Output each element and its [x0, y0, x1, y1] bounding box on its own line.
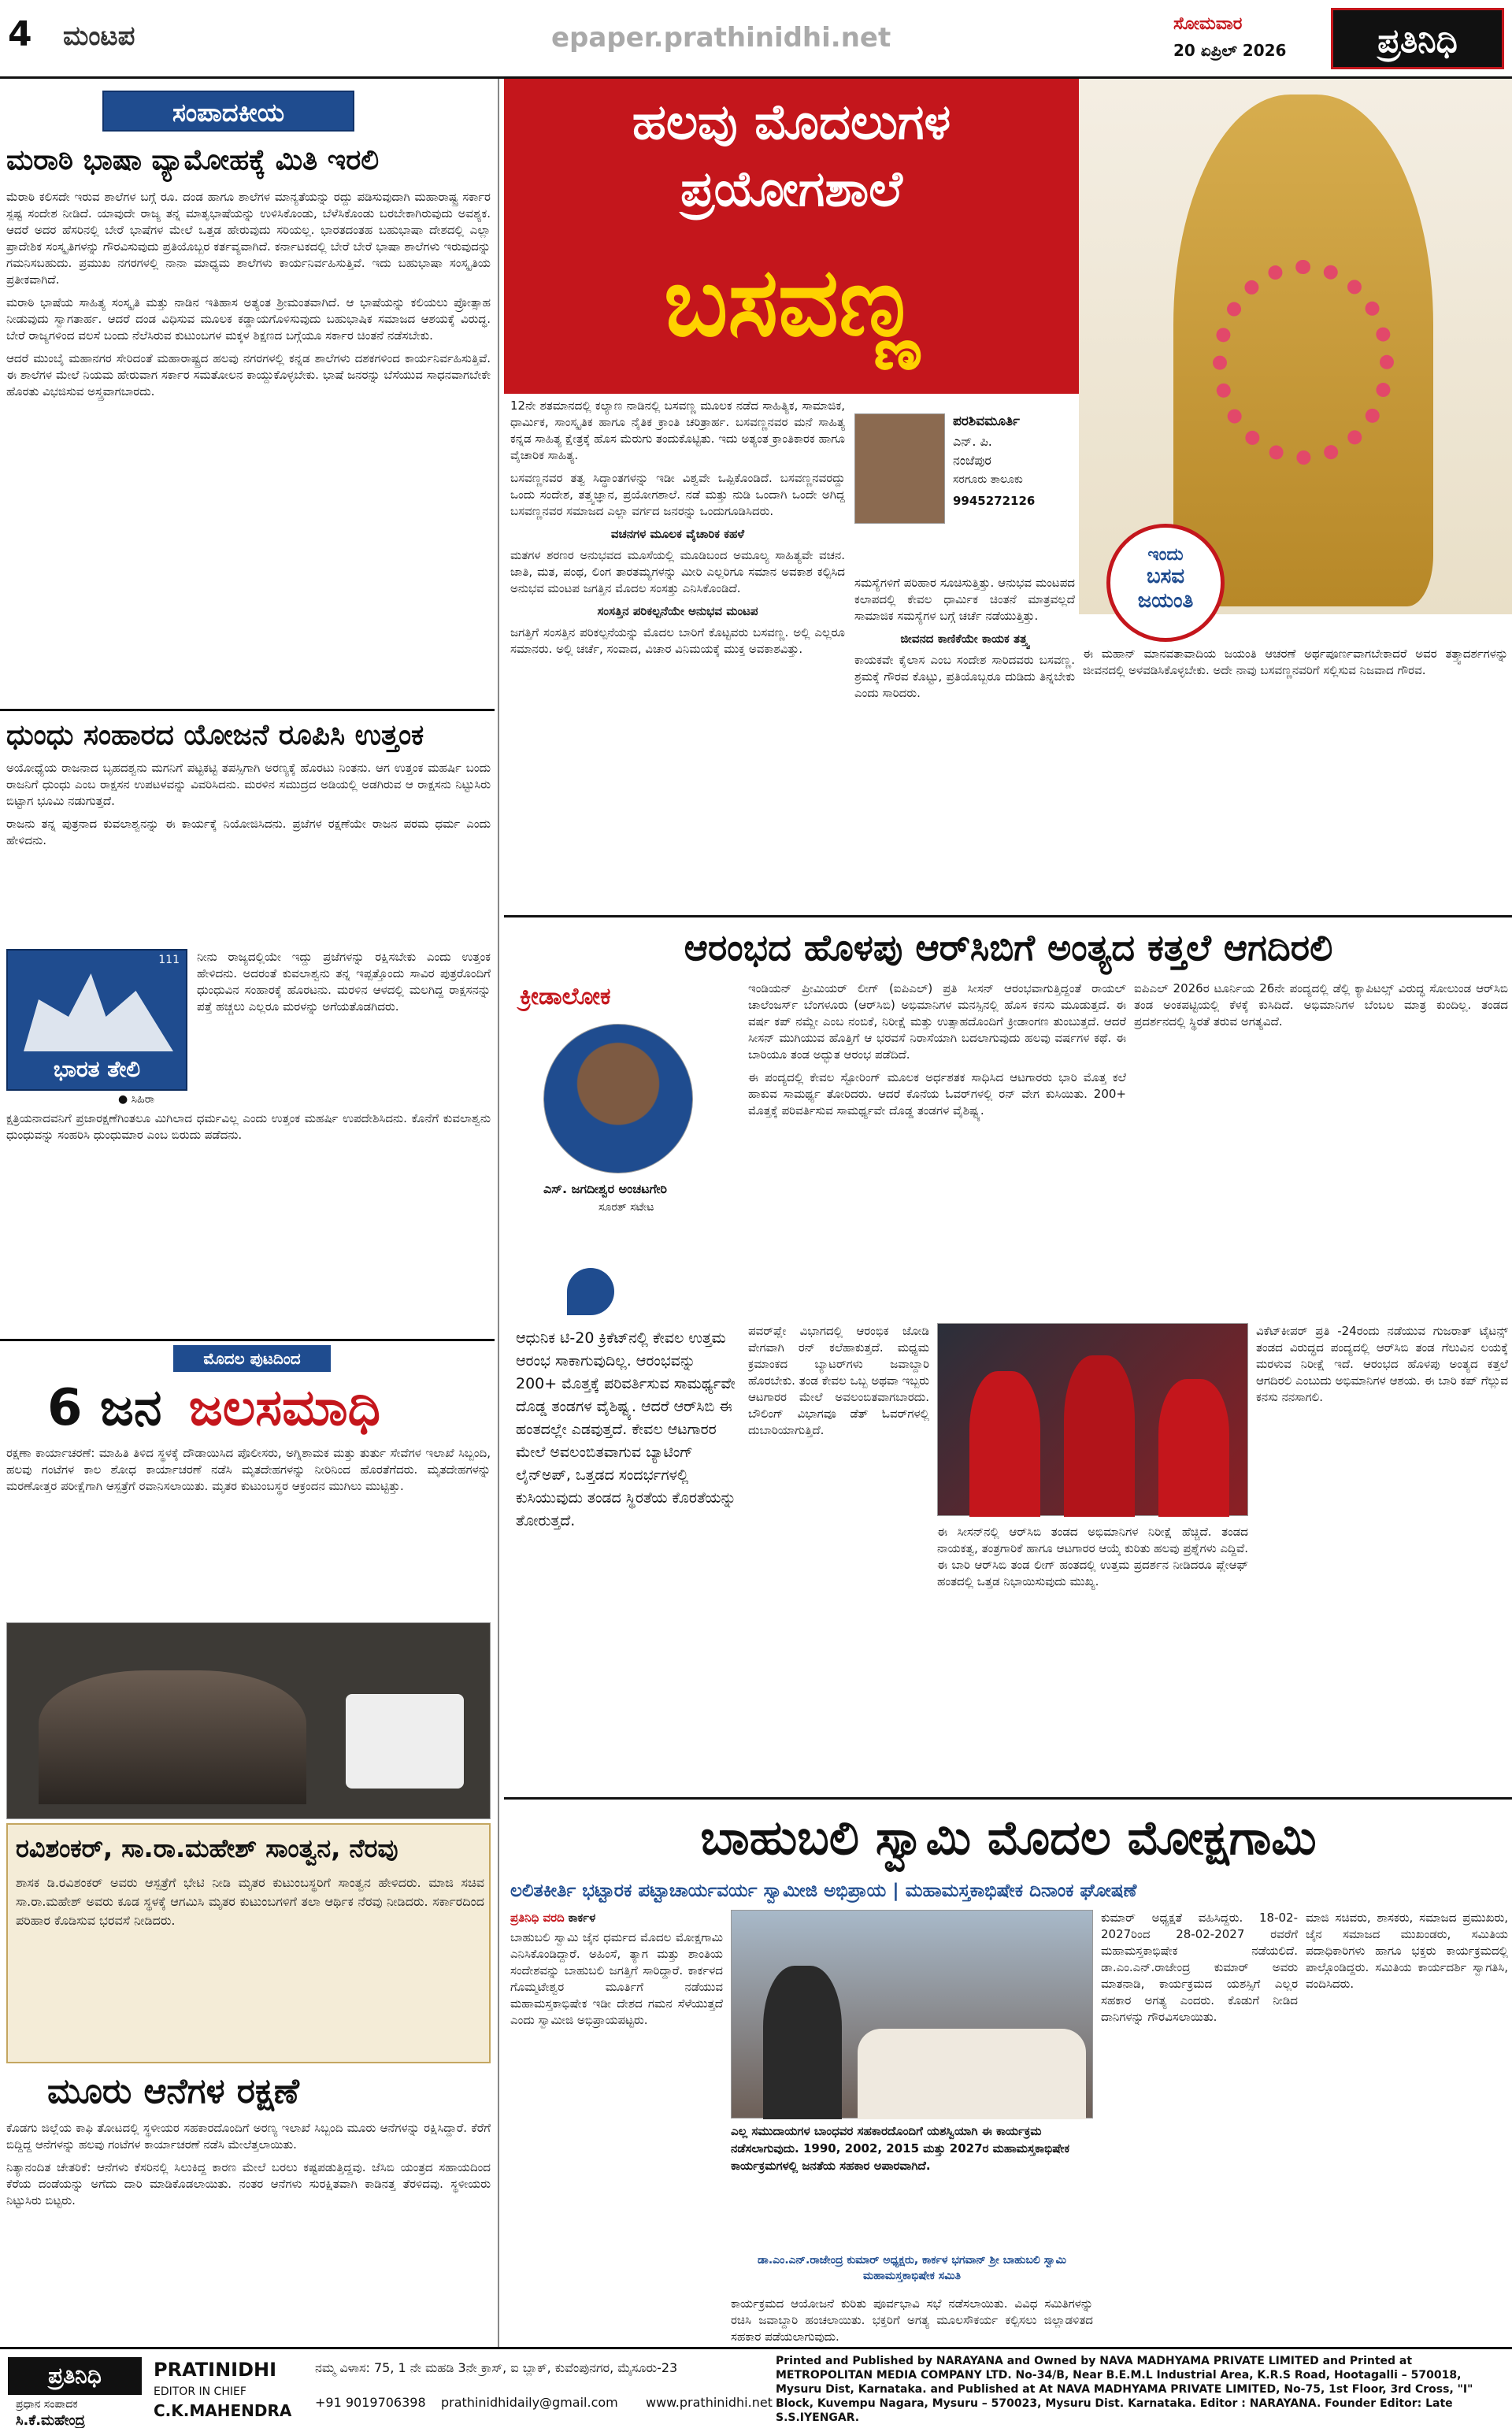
- ambulance-icon: [346, 1694, 464, 1789]
- caption-title: ರವಿಶಂಕರ್, ಸಾ.ರಾ.ಮಹೇಶ್ ಸಾಂತ್ವನ, ನೆರವು: [16, 1833, 398, 1863]
- subhead-right: ಮಹಾಮಸ್ತಕಾಭಿಷೇಕ ದಿನಾಂಕ ಘೋಷಣೆ: [905, 1881, 1137, 1901]
- feature-paragraph: 12ನೇ ಶತಮಾನದಲ್ಲಿ ಕಲ್ಯಾಣ ನಾಡಿನಲ್ಲಿ ಬಸವಣ್ಣ ಮೂಲಕ ನಡೆದ ಸಾಹಿತ್ಯಿಕ, ಸಾಮಾಜಿಕ, ಧಾರ್ಮಿಕ, ಸಾಂಸ್ಕೃತಿಕ ಹಾಗೂ ನೈತಿಕ ಕ್ರಾಂತಿ ಚರಿತ್ರಾರ್ಹ. ಬಸವಣ್ಣನವರ ಮನೆ ಸಾಹಿತ್ಯ ಕನ್ನಡ ಸಾಹಿತ್ಯ ಕ್ಷೇತ್ರಕ್ಕೆ ಹೊಸ ಮೆರುಗು ತಂದುಕೊಟ್ಟಿತು. ಇದು ಅತ್ಯಂತ ಕ್ರಾಂತಿಕಾರಕ ಹಾಗೂ ವೈಚಾರಿಕ ಸಾಹಿತ್ಯ.: [510, 398, 845, 462]
- bahubali-caption-2: ಡಾ.ಎಂ.ಎನ್.ರಾಜೇಂದ್ರ ಕುಮಾರ್ ಅಧ್ಯಕ್ಷರು, ಕಾರ್ಕಳ ಭಗವಾನ್ ಶ್ರೀ ಬಾಹುಬಲಿ ಸ್ವಾಮಿ ಮಹಾಮಸ್ತಕಾಭಿಷೇಕ ಸಮಿತಿ: [758, 2254, 1066, 2282]
- rcb-column-4: [1134, 980, 1508, 1315]
- footer-role-en: EDITOR IN CHIEF: [154, 2385, 246, 2398]
- page-header: [0, 0, 1512, 79]
- rcb-paragraph: ಈ ಸೀಸನ್‌ನಲ್ಲಿ ಆರ್‌ಸಿಬಿ ತಂಡದ ಅಭಿಮಾನಿಗಳ ನಿರೀಕ್ಷೆ ಹೆಚ್ಚಿದೆ. ತಂಡದ ನಾಯಕತ್ವ, ತಂತ್ರಗಾರಿಕೆ ಹಾಗೂ ಆಟಗಾರರ ಆಯ್ಕೆ ಕುರಿತು ಹಲವು ಪ್ರಶ್ನೆಗಳು ಎದ್ದಿವೆ. ಈ ಬಾರಿ ಆರ್‌ಸಿಬಿ ತಂಡ ಲೀಗ್ ಹಂತದಲ್ಲಿ ಉತ್ತಮ ಪ್ರದರ್ಶನ ನೀಡಿದರೂ ಪ್ಲೇಆಫ್ ಹಂತದಲ್ಲಿ ಒತ್ತಡ ನಿಭಾಯಿಸುವುದು ಮುಖ್ಯ.: [937, 1525, 1248, 1588]
- feature-paragraph: ಬಸವಣ್ಣನವರ ತತ್ವ ಸಿದ್ಧಾಂತಗಳನ್ನು ಇಡೀ ವಿಶ್ವವೇ ಒಪ್ಪಿಕೊಂಡಿದೆ. ಬಸವಣ್ಣನವರದ್ದು ಒಂದು ಸಂದೇಶ, ತತ್ತ್ವಜ್ಞಾನ, ಪ್ರಯೋಗಶಾಲೆ. ನಡೆ ಮತ್ತು ನುಡಿ ಒಂದಾಗಿ ಒಂದೇ ಅಗಿದ್ದ ಬಸವಣ್ಣನವರ ಸಮಾಜದ ಎಲ್ಲಾ ವರ್ಗದ ಜನರನ್ನು ಒಂದುಗೂಡಿಸಿದರು.: [510, 471, 845, 518]
- feature-paragraph: ಮತಗಳ ಶರಣರ ಅನುಭವದ ಮೂಸೆಯಲ್ಲಿ ಮೂಡಿಬಂದ ಅಮೂಲ್ಯ ಸಾಹಿತ್ಯವೇ ವಚನ. ಜಾತಿ, ಮತ, ಪಂಥ, ಲಿಂಗ ತಾರತಮ್ಯಗಳನ್ನು ಮೀರಿ ಎಲ್ಲರಿಗೂ ಸಮಾನ ಅವಕಾಶ ಕಲ್ಪಿಸಿದ ಅನುಭವ ಮಂಟಪ ಜಗತ್ತಿನ ಮೊದಲ ಸಂಸತ್ತು ಎನಿಸಿಕೊಂಡಿದೆ.: [510, 548, 845, 595]
- site-url[interactable]: epaper.prathinidhi.net: [551, 22, 891, 54]
- audience-row: [858, 2029, 1086, 2119]
- rcb-column-1: [748, 980, 1126, 1311]
- jayanti-badge: [1106, 524, 1225, 642]
- page-number: 4: [8, 14, 32, 54]
- caption-body: ಶಾಸಕ ಡಿ.ರವಿಶಂಕರ್ ಅವರು ಆಸ್ಪತ್ರೆಗೆ ಭೇಟಿ ನೀಡಿ ಮೃತರ ಕುಟುಂಬಸ್ಥರಿಗೆ ಸಾಂತ್ವನ ಹೇಳಿದರು. ಮಾಜಿ ಸಚಿವ ಸಾ.ರಾ.ಮಹೇಶ್ ಅವರು ಕೂಡ ಸ್ಥಳಕ್ಕೆ ಆಗಮಿಸಿ ಮೃತರ ಕುಟುಂಬಗಳಿಗೆ ತಲಾ ಆರ್ಥಿಕ ನೆರವು ನೀಡಿದರು. ಸರ್ಕಾರದಿಂದ ಪರಿಹಾರ ಕೊಡಿಸುವ ಭರವಸೆ ನೀಡಿದರು.: [16, 1875, 484, 1928]
- rcb-author-place: ಸೂರತ್ ಸಟೇಟ: [598, 1201, 654, 1214]
- issue-day: ಸೋಮವಾರ: [1173, 14, 1243, 34]
- dhundhu-intro: [6, 760, 491, 941]
- speaker-figure: [763, 1966, 842, 2119]
- quote-icon: [567, 1268, 614, 1315]
- rescue-photo: [6, 1622, 491, 1819]
- rcb-paragraph: ಪವರ್‌ಪ್ಲೇ ವಿಭಾಗದಲ್ಲಿ ಆರಂಭಿಕ ಜೋಡಿ ವೇಗವಾಗಿ ರನ್ ಕಲೆಹಾಕುತ್ತದೆ. ಮಧ್ಯಮ ಕ್ರಮಾಂಕದ ಬ್ಯಾಟರ್‌ಗಳು ಜವಾಬ್ದಾರಿ ಹೊರಬೇಕು. ತಂಡ ಕೇವಲ ಒಬ್ಬ ಅಥವಾ ಇಬ್ಬರು ಆಟಗಾರರ ಮೇಲೆ ಅವಲಂಬಿತವಾಗಬಾರದು. ಬೌಲಿಂಗ್ ವಿಭಾಗವೂ ಡೆತ್ ಓವರ್‌ಗಳಲ್ಲಿ ದುಬಾರಿಯಾಗುತ್ತಿದೆ.: [748, 1324, 929, 1437]
- footer-brand-en: PRATINIDHI: [154, 2359, 277, 2381]
- feature-paragraph: ಈ ಮಹಾನ್ ಮಾನವತಾವಾದಿಯ ಜಯಂತಿ ಆಚರಣೆ ಅರ್ಥಪೂರ್ಣವಾಗಬೇಕಾದರೆ ಅವರ ತತ್ತ್ವಾದರ್ಶಗಳನ್ನು ಜೀವನದಲ್ಲಿ ಅಳವಡಿಸಿಕೊಳ್ಳಬೇಕು. ಅದೇ ನಾವು ಬಸವಣ್ಣನವರಿಗೆ ಸಲ್ಲಿಸುವ ನಿಜವಾದ ಗೌರವ.: [1083, 647, 1508, 677]
- caption-box: [6, 1823, 491, 2063]
- author-initials: ಎನ್. ಪಿ.: [953, 434, 992, 449]
- bahubali-column-2: [731, 2296, 1093, 2343]
- footer-phone[interactable]: +91 9019706398: [315, 2395, 426, 2410]
- bahubali-paragraph: ಮಾಜಿ ಸಚಿವರು, ಶಾಸಕರು, ಸಮಾಜದ ಪ್ರಮುಖರು, ಜೈನ ಸಮಾಜದ ಮುಖಂಡರು, ಸಮಿತಿಯ ಪದಾಧಿಕಾರಿಗಳು ಹಾಗೂ ಭಕ್ತರು ಕಾರ್ಯಕ್ರಮದಲ್ಲಿ ಪಾಲ್ಗೊಂಡಿದ್ದರು. ಸಮಿತಿಯ ಕಾರ್ಯದರ್ಶಿ ಸ್ವಾಗತಿಸಿ, ವಂದಿಸಿದರು.: [1306, 1911, 1508, 1991]
- bharata-teli-logo: [6, 949, 187, 1091]
- author-photo: [854, 413, 945, 524]
- jalasamadhi-paragraph: ರಕ್ಷಣಾ ಕಾರ್ಯಾಚರಣೆ: ಮಾಹಿತಿ ತಿಳಿದ ಸ್ಥಳಕ್ಕೆ ದೌಡಾಯಿಸಿದ ಪೊಲೀಸರು, ಅಗ್ನಿಶಾಮಕ ಮತ್ತು ತುರ್ತು ಸೇವೆಗಳ ಇಲಾಖೆ ಸಿಬ್ಬಂದಿ, ಹಲವು ಗಂಟೆಗಳ ಕಾಲ ಶೋಧ ಕಾರ್ಯಾಚರಣೆ ನಡೆಸಿ ಮೃತದೇಹಗಳನ್ನು ನೀರಿನಿಂದ ಹೊರತೆಗೆದರು. ಮೃತದೇಹಗಳನ್ನು ಮರಣೋತ್ತರ ಪರೀಕ್ಷೆಗಾಗಿ ಆಸ್ಪತ್ರೆಗೆ ರವಾನಿಸಲಾಯಿತು. ಮೃತರ ಕುಟುಂಬಸ್ಥರ ಆಕ್ರಂದನ ಮುಗಿಲು ಮುಟ್ಟಿತ್ತು.: [6, 1446, 491, 1493]
- divider: [0, 709, 495, 711]
- feature-title-line2: ಪ್ರಯೋಗಶಾಲೆ: [680, 160, 902, 217]
- bahubali-event-photo: [731, 1910, 1093, 2118]
- jalasamadhi-headline: [47, 1377, 457, 1440]
- editorial-label: ಸಂಪಾದಕೀಯ: [102, 91, 354, 132]
- sports-section-label: ಕ್ರೀಡಾಲೋಕ: [520, 983, 611, 1010]
- badge-line: ಬಸವ: [1146, 565, 1185, 588]
- bahubali-paragraph: ಕುಮಾರ್ ಅಧ್ಯಕ್ಷತೆ ವಹಿಸಿದ್ದರು. 18-02-2027ರಿಂದ 28-02-2027 ರವರೆಗೆ ಮಹಾಮಸ್ತಕಾಭಿಷೇಕ ನಡೆಯಲಿದೆ. ಡಾ.ಎಂ.ಎನ್.ರಾಜೇಂದ್ರ ಕುಮಾರ್ ಅವರು ಮಾತನಾಡಿ, ಕಾರ್ಯಕ್ರಮದ ಯಶಸ್ಸಿಗೆ ಎಲ್ಲರ ಸಹಕಾರ ಅಗತ್ಯ ಎಂದರು. ಕೊಡುಗೆ ನೀಡಿದ ದಾನಿಗಳನ್ನು ಗೌರವಿಸಲಾಯಿತು.: [1101, 1911, 1298, 2024]
- footer-editor-en: C.K.MAHENDRA: [154, 2401, 292, 2420]
- divider: [504, 915, 1512, 917]
- divider: [0, 1339, 495, 1341]
- rcb-players-photo: [937, 1323, 1248, 1516]
- feature-paragraph: ಸಮಸ್ಯೆಗಳಿಗೆ ಪರಿಹಾರ ಸೂಚಿಸುತ್ತಿತ್ತು. ಆನುಭವ ಮಂಟಪದ ಕಲಾಪದಲ್ಲಿ ಕೇವಲ ಧಾರ್ಮಿಕ ಚಿಂತನೆ ಮಾತ್ರವಲ್ಲದೆ ಸಾಮಾಜಿಕ ಸಮಸ್ಯೆಗಳ ಬಗ್ಗೆ ಚರ್ಚೆ ನಡೆಯುತ್ತಿತ್ತು.: [854, 576, 1075, 623]
- dhundhu-body: [6, 1110, 491, 1323]
- bahubali-column-1: [510, 1910, 723, 2339]
- headline-count: 6 ಜನ: [47, 1379, 162, 1437]
- dhundhu-paragraph: ನೀನು ರಾಜ್ಯದಲ್ಲಿಯೇ ಇದ್ದು ಪ್ರಜೆಗಳನ್ನು ರಕ್ಷಿಸಬೇಕು ಎಂದು ಉತ್ತಂಕ ಹೇಳಿದನು. ಅದರಂತೆ ಕುವಲಾಶ್ವನು ತನ್ನ ಇಪ್ಪತ್ತೊಂದು ಸಾವಿರ ಪುತ್ರರೊಂದಿಗೆ ಧುಂಧುವಿನ ಸಂಹಾರಕ್ಕೆ ಹೊರಟನು. ಮರಳಿನ ಆಳದಲ್ಲಿ ಮಲಗಿದ್ದ ರಾಕ್ಷಸನನ್ನು ಪತ್ತೆ ಹಚ್ಚಲು ಎಲ್ಲರೂ ಮರಳನ್ನು ಅಗೆಯತೊಡಗಿದರು.: [197, 950, 491, 1014]
- player-figure: [1158, 1379, 1229, 1517]
- logo-title: ಭಾರತ ತೇಲಿ: [53, 1056, 141, 1082]
- subhead-sep: |: [892, 1881, 906, 1901]
- feature-title-line1: ಹಲವು ಮೊದಲುಗಳ: [632, 93, 951, 150]
- bahubali-headline: ಬಾಹುಬಲಿ ಸ್ವಾಮಿ ಮೊದಲ ಮೋಕ್ಷಗಾಮಿ: [700, 1811, 1317, 1866]
- rcb-author-photo: [543, 1024, 693, 1173]
- divider: [504, 1797, 1512, 1800]
- editorial-paragraph: ಆದರೆ ಮುಂಬೈ ಮಹಾನಗರ ಸೇರಿದಂತೆ ಮಹಾರಾಷ್ಟ್ರದ ಹಲವು ನಗರಗಳಲ್ಲಿ ಕನ್ನಡ ಶಾಲೆಗಳು ದಶಕಗಳಿಂದ ಕಾರ್ಯನಿರ್ವಹಿಸುತ್ತಿವೆ. ಈ ಶಾಲೆಗಳ ಮೇಲೆ ನಿಯಮ ಹೇರುವಾಗ ಸರ್ಕಾರ ಸಮತೋಲನ ಕಾಯ್ದುಕೊಳ್ಳಬೇಕು. ಭಾಷೆ ಜನರನ್ನು ಬೆಸೆಯುವ ಸಾಧನವಾಗಬೇಕೇ ಹೊರತು ವಿಭಜಿಸುವ ಅಸ್ತ್ರವಾಗಬಾರದು.: [6, 351, 491, 398]
- masthead-logo: ಪ್ರತಿನಿಧಿ: [1331, 8, 1504, 69]
- editorial-paragraph: ಮೆರಾಠಿ ಕಲಿಸದೇ ಇರುವ ಶಾಲೆಗಳ ಬಗ್ಗೆ ರೂ. ದಂಡ ಹಾಗೂ ಶಾಲೆಗಳ ಮಾನ್ಯತೆಯನ್ನು ರದ್ದು ಪಡಿಸುವುದಾಗಿ ಮಹಾರಾಷ್ಟ್ರ ಸರ್ಕಾರ ಸ್ಪಷ್ಟ ಸಂದೇಶ ನೀಡಿದೆ. ಯಾವುದೇ ರಾಜ್ಯ ತನ್ನ ಮಾತೃಭಾಷೆಯನ್ನು ಉಳಿಸಿಕೊಂಡು, ಬೆಳೆಸಿಕೊಂಡು ಬರಬೇಕಾಗಿರುವುದು ಅವಶ್ಯಕ. ಆದರೆ ಅದರ ಹೆಸರಿನಲ್ಲಿ ಬೇರೆ ಭಾಷೆಗಳ ಮೇಲೆ ಒತ್ತಡ ಹೇರುವುದು ಸರಿಯಲ್ಲ. ಭಾರತದಂತಹ ಬಹುಭಾಷಾ ದೇಶದಲ್ಲಿ ಎಲ್ಲಾ ಪ್ರಾದೇಶಿಕ ಸಂಸ್ಕೃತಿಗಳನ್ನು ಗೌರವಿಸುವುದು ಪ್ರತಿಯೊಬ್ಬರ ಕರ್ತವ್ಯವಾಗಿದೆ. ಕರ್ನಾಟಕದಲ್ಲಿ ಬೇರೆ ಬೇರೆ ಭಾಷಾ ಶಾಲೆಗಳು ಇರುವುದನ್ನು ಗಮನಿಸಬಹುದು. ಪ್ರಮುಖ ನಗರಗಳಲ್ಲಿ ನಾನಾ ಮಾಧ್ಯಮ ಶಾಲೆಗಳು ಕಾರ್ಯನಿರ್ವಹಿಸುತ್ತಿವೆ. ಇದು ಬಹುಭಾಷಾ ಸಂಸ್ಕೃತಿಯ ಪ್ರತೀಕವಾಗಿದೆ.: [6, 190, 491, 287]
- headline-word: ಜಲಸಮಾಧಿ: [188, 1379, 380, 1437]
- footer-logo: ಪ್ರತಿನಿಧಿ: [8, 2357, 142, 2395]
- logo-credit: ● ಸಿಹಿರಾ: [118, 1093, 155, 1106]
- feature-subheading: ವಚನಗಳ ಮೂಲಕ ವೈಚಾರಿಕ ಕಹಳೆ: [610, 527, 745, 541]
- rcb-pullquote: ಆಧುನಿಕ ಟಿ-20 ಕ್ರಿಕೆಟ್‌ನಲ್ಲಿ ಕೇವಲ ಉತ್ತಮ ಆರಂಭ ಸಾಕಾಗುವುದಿಲ್ಲ. ಆರಂಭವನ್ನು 200+ ಮೊತ್ತಕ್ಕೆ ಪರಿವರ್ತಿಸುವ ಸಾಮರ್ಥ್ಯವೇ ದೊಡ್ಡ ತಂಡಗಳ ವೈಶಿಷ್ಟ್ಯ. ಆದರೆ ಆರ್‌ಸಿಬಿ ಈ ಹಂತದಲ್ಲೇ ಎಡವುತ್ತದೆ. ಕೇವಲ ಆಟಗಾರರ ಮೇಲೆ ಅವಲಂಬಿತವಾಗುವ ಬ್ಯಾಟಿಂಗ್ ಲೈನ್‌ಅಪ್, ಒತ್ತಡದ ಸಂದರ್ಭಗಳಲ್ಲಿ ಕುಸಿಯುವುದು ತಂಡದ ಸ್ಥಿರತೆಯ ಕೊರತೆಯನ್ನು ತೋರುತ್ತದೆ.: [516, 1329, 736, 1529]
- feature-subheading: ಜೀವನದ ಕಾಣಿಕೆಯೇ ಕಾಯಕ ತತ್ತ್ವ: [900, 632, 1029, 646]
- author-last-name: ಅಂಚಟಗೇರಿ: [618, 1181, 668, 1196]
- elephants-headline: ಮೂರು ಆನೆಗಳ ರಕ್ಷಣೆ: [47, 2071, 299, 2111]
- dateline-place: ಕಾರ್ಕಳ: [568, 1911, 596, 1925]
- column-divider: [498, 79, 499, 2347]
- feature-column-1: [510, 398, 845, 910]
- footer-imprint: Printed and Published by NARAYANA and Owned by NAVA MADHYAMA PRIVATE LIMITED and Printed at METROPOLITAN MEDIA COMPANY LTD. No-34/B, Near B.E.M.L Industrial Area, K.R.S Road, Hootagalli – 570018, Mysuru Dist, Karnataka. and Published at At NAVA MADHYAMA PRIVATE LIMITED, No-75, 1st Floor, 3rd Cross, "I" Block, Kuvempu Nagara, Mysuru – 570023, Mysuru Dist. Karnataka. Editor : NARAYANA. Founder Editor: Late S.S.IYENGAR.: [776, 2355, 1473, 2424]
- logo-number: 111: [158, 954, 180, 966]
- rcb-column-2: [748, 1323, 929, 1788]
- dhundhu-body: [197, 949, 491, 1107]
- bahubali-column-4: [1306, 1910, 1508, 2339]
- author-box: [854, 398, 1071, 571]
- dateline: ಪ್ರತಿನಿಧಿ ವರದಿ: [510, 1911, 565, 1925]
- rcb-headline: ಆರಂಭದ ಹೊಳಪು ಆರ್‌ಸಿಬಿಗೆ ಅಂತ್ಯದ ಕತ್ತಲೆ ಆಗದಿರಲಿ: [684, 926, 1333, 969]
- crowd-figure: [39, 1670, 306, 1804]
- rcb-author-name: [543, 1181, 732, 1197]
- rcb-column-3: [937, 1524, 1248, 1788]
- author-place: ನಂಜೆಪುರ: [953, 453, 991, 468]
- dhundhu-paragraph: ಅಯೋಧ್ಯೆಯ ರಾಜನಾದ ಬೃಹದಶ್ವನು ಮಗನಿಗೆ ಪಟ್ಟಕಟ್ಟಿ ತಪಸ್ಸಿಗಾಗಿ ಅರಣ್ಯಕ್ಕೆ ಹೊರಟು ನಿಂತನು. ಆಗ ಉತ್ತಂಕ ಮಹರ್ಷಿ ಬಂದು ರಾಜನಿಗೆ ಧುಂಧು ಎಂಬ ರಾಕ್ಷಸನ ಉಪಟಳವನ್ನು ವಿವರಿಸಿದನು. ಮರಳಿನ ಸಮುದ್ರದ ಅಡಿಯಲ್ಲಿ ಅಡಗಿರುವ ಆ ರಾಕ್ಷಸನು ನಿಟ್ಟುಸಿರು ಬಿಟ್ಟಾಗ ಭೂಮಿ ನಡುಗುತ್ತದೆ.: [6, 761, 491, 808]
- elephants-paragraph: ನಿತ್ಯಾನಂದಿತ ಚೇತರಿಕೆ: ಆನೆಗಳು ಕೆಸರಿನಲ್ಲಿ ಸಿಲುಕಿದ್ದ ಕಾರಣ ಮೇಲೆ ಬರಲು ಕಷ್ಟಪಡುತ್ತಿದ್ದವು. ಜೆಸಿಬಿ ಯಂತ್ರದ ಸಹಾಯದಿಂದ ಕೆರೆಯ ದಂಡೆಯನ್ನು ಅಗೆದು ದಾರಿ ಮಾಡಿಕೊಡಲಾಯಿತು. ನಂತರ ಆನೆಗಳು ಸುರಕ್ಷಿತವಾಗಿ ಕಾಡಿನತ್ತ ತೆರಳಿದವು. ಸ್ಥಳೀಯರು ನಿಟ್ಟುಸಿರು ಬಿಟ್ಟರು.: [6, 2160, 491, 2207]
- elephants-paragraph: ಕೊಡಗು ಜಿಲ್ಲೆಯ ಕಾಫಿ ತೋಟದಲ್ಲಿ ಸ್ಥಳೀಯರ ಸಹಕಾರದೊಂದಿಗೆ ಅರಣ್ಯ ಇಲಾಖೆ ಸಿಬ್ಬಂದಿ ಮೂರು ಆನೆಗಳನ್ನು ರಕ್ಷಿಸಿದ್ದಾರೆ. ಕೆರೆಗೆ ಬಿದ್ದಿದ್ದ ಆನೆಗಳನ್ನು ಹಲವು ಗಂಟೆಗಳ ಕಾರ್ಯಾಚರಣೆ ನಡೆಸಿ ಮೇಲೆತ್ತಲಾಯಿತು.: [6, 2121, 491, 2152]
- editorial-body: [6, 189, 491, 705]
- feature-title-banner: [504, 79, 1079, 394]
- rcb-column-5: [1256, 1323, 1508, 1788]
- footer-address: ನಮ್ಮ ವಿಳಾಸ: 75, 1 ನೇ ಮಹಡಿ 3ನೇ ಕ್ರಾಸ್, ಐ ಬ್ಲಾಕ್, ಕುವೆಂಪುನಗರ, ಮೈಸೂರು-23: [315, 2360, 678, 2375]
- feature-paragraph: ಜಗತ್ತಿಗೆ ಸಂಸತ್ತಿನ ಪರಿಕಲ್ಪನೆಯನ್ನು ಮೊದಲ ಬಾರಿಗೆ ಕೊಟ್ಟವರು ಬಸವಣ್ಣ. ಅಲ್ಲಿ ಎಲ್ಲರೂ ಸಮಾನರು. ಅಲ್ಲಿ ಚರ್ಚೆ, ಸಂವಾದ, ವಿಚಾರ ವಿನಿಮಯಕ್ಕೆ ಮುಕ್ತ ಅವಕಾಶವಿತ್ತು.: [510, 625, 845, 656]
- badge-line: ಜಯಂತಿ: [1137, 589, 1194, 613]
- feature-title-main: ಬಸವಣ್ಣ: [664, 248, 919, 358]
- player-figure: [1064, 1355, 1135, 1517]
- footer-website[interactable]: www.prathinidhi.net: [646, 2395, 773, 2410]
- author-phone: 9945272126: [953, 494, 1036, 508]
- rcb-paragraph: ವಿಕೆಟ್‌ಕೀಪರ್ ಪ್ರತಿ -24ರಂದು ನಡೆಯುವ ಗುಜರಾತ್ ಟೈಟನ್ಸ್ ತಂಡದ ವಿರುದ್ಧದ ಪಂದ್ಯದಲ್ಲಿ ಆರ್‌ಸಿಬಿ ತಂಡ ಗೆಲುವಿನ ಲಯಕ್ಕೆ ಮರಳುವ ನಿರೀಕ್ಷೆ ಇದೆ. ಆರಂಭದ ಹೊಳಪು ಅಂತ್ಯದ ಕತ್ತಲೆ ಆಗದಿರಲಿ ಎಂಬುದು ಅಭಿಮಾನಿಗಳ ಆಶಯ. ಈ ಬಾರಿ ಕಪ್ ಗೆಲ್ಲುವ ಕನಸು ನನಸಾಗಲಿ.: [1256, 1324, 1508, 1404]
- rcb-paragraph: ಐಪಿಎಲ್ 2026ರ ಟೂರ್ನಿಯ 26ನೇ ಪಂದ್ಯದಲ್ಲಿ ಡೆಲ್ಲಿ ಕ್ಯಾಪಿಟಲ್ಸ್ ವಿರುದ್ಧ ಸೋಲುಂಡ ಆರ್‌ಸಿಬಿ ತಂಡ ಅಂಕಪಟ್ಟಿಯಲ್ಲಿ ಕೆಳಕ್ಕೆ ಕುಸಿದಿದೆ. ಅಭಿಮಾನಿಗಳ ಬೆಂಬಲ ಮಾತ್ರ ಕುಂದಿಲ್ಲ. ತಂಡದ ಪ್ರದರ್ಶನದಲ್ಲಿ ಸ್ಥಿರತೆ ತರುವ ಅಗತ್ಯವಿದೆ.: [1134, 981, 1508, 1029]
- feature-subheading: ಸಂಸತ್ತಿನ ಪರಿಕಲ್ಪನೆಯೇ ಅನುಭವ ಮಂಟಪ: [597, 604, 758, 618]
- editorial-paragraph: ಮರಾಠಿ ಭಾಷೆಯ ಸಾಹಿತ್ಯ ಸಂಸ್ಕೃತಿ ಮತ್ತು ನಾಡಿನ ಇತಿಹಾಸ ಅತ್ಯಂತ ಶ್ರೀಮಂತವಾಗಿದೆ. ಆ ಭಾಷೆಯನ್ನು ಕಲಿಯಲು ಪ್ರೋತ್ಸಾಹ ನೀಡುವುದು ಸ್ವಾಗತಾರ್ಹ. ಆದರೆ ದಂಡ ವಿಧಿಸುವ ಮೂಲಕ ಕಡ್ಡಾಯಗೊಳಿಸುವುದು ಬಹುಭಾಷಿಕ ಸಮಾಜದ ಆಶಯಕ್ಕೆ ವಿರುದ್ಧ. ಬೇರೆ ರಾಜ್ಯಗಳಿಂದ ವಲಸೆ ಬಂದು ನೆಲೆಸಿರುವ ಕುಟುಂಬಗಳ ಮಕ್ಕಳ ಶಿಕ್ಷಣದ ಬಗ್ಗೆಯೂ ಸರ್ಕಾರ ಚಿಂತನೆ ನಡೆಸಬೇಕು.: [6, 295, 491, 343]
- bahubali-subhead: [510, 1878, 1506, 1904]
- feature-paragraph: ಕಾಯಕವೇ ಕೈಲಾಸ ಎಂಬ ಸಂದೇಶ ಸಾರಿದವರು ಬಸವಣ್ಣ. ಶ್ರಮಕ್ಕೆ ಗೌರವ ಕೊಟ್ಟು, ಪ್ರತಿಯೊಬ್ಬರೂ ದುಡಿದು ತಿನ್ನಬೇಕು ಎಂದು ಸಾರಿದರು.: [854, 653, 1075, 700]
- badge-line: ಇಂದು: [1147, 545, 1184, 565]
- author-name: ಪರಶಿವಮೂರ್ತಿ: [953, 413, 1020, 429]
- dhundhu-paragraph: ಕ್ಷತ್ರಿಯನಾದವನಿಗೆ ಪ್ರಜಾರಕ್ಷಣೆಗಿಂತಲೂ ಮಿಗಿಲಾದ ಧರ್ಮವಿಲ್ಲ ಎಂದು ಉತ್ತಂಕ ಮಹರ್ಷಿ ಉಪದೇಶಿಸಿದನು. ಕೊನೆಗೆ ಕುವಲಾಶ್ವನು ಧುಂಧುವನ್ನು ಸಂಹರಿಸಿ ಧುಂಧುಮಾರ ಎಂಬ ಬಿರುದು ಪಡೆದನು.: [6, 1111, 491, 1142]
- editorial-headline: ಮರಾಠಿ ಭಾಷಾ ವ್ಯಾಮೋಹಕ್ಕೆ ಮಿತಿ ಇರಲಿ: [6, 144, 380, 176]
- chariot-icon: [24, 965, 173, 1051]
- player-figure: [969, 1371, 1040, 1517]
- feature-column-3: [1083, 646, 1508, 910]
- subhead-left: ಲಲಿತಕೀರ್ತಿ ಭಟ್ಟಾರಕ ಪಟ್ಟಾಚಾರ್ಯವರ್ಯ ಸ್ವಾಮೀಜಿ ಅಭಿಪ್ರಾಯ: [510, 1881, 887, 1901]
- bahubali-paragraph: ಕಾರ್ಯಕ್ರಮದ ಆಯೋಜನೆ ಕುರಿತು ಪೂರ್ವಭಾವಿ ಸಭೆ ನಡೆಸಲಾಯಿತು. ವಿವಿಧ ಸಮಿತಿಗಳನ್ನು ರಚಿಸಿ ಜವಾಬ್ದಾರಿ ಹಂಚಲಾಯಿತು. ಭಕ್ತರಿಗೆ ಅಗತ್ಯ ಮೂಲಸೌಕರ್ಯ ಕಲ್ಪಿಸಲು ಜಿಲ್ಲಾಡಳಿತದ ಸಹಕಾರ ಪಡೆಯಲಾಗುವುದು.: [731, 2296, 1093, 2343]
- footer-editor-name: ಸಿ.ಕೆ.ಮಹೇಂದ್ರ: [16, 2412, 85, 2428]
- bahubali-caption-1: ಎಲ್ಲ ಸಮುದಾಯಗಳ ಬಾಂಧವರ ಸಹಕಾರದೊಂದಿಗೆ ಯಶಸ್ವಿಯಾಗಿ ಈ ಕಾರ್ಯಕ್ರಮ ನಡೆಸಲಾಗುವುದು. 1990, 2002, 2015 ಮತ್ತು 2027ರ ಮಹಾಮಸ್ತಕಾಭಿಷೇಕ ಕಾರ್ಯಕ್ರಮಗಳಲ್ಲಿ ಜನತೆಯ ಸಹಕಾರ ಅಪಾರವಾಗಿದೆ.: [731, 2124, 1070, 2173]
- elephants-body: [6, 2120, 491, 2341]
- author-taluk: ಸರಗೂರು ತಾಲೂಕು: [953, 473, 1023, 486]
- footer-email[interactable]: prathinidhidaily@gmail.com: [441, 2395, 618, 2410]
- continued-label: ಮೊದಲ ಪುಟದಿಂದ: [173, 1345, 331, 1372]
- feature-column-2: [854, 575, 1075, 910]
- footer: [0, 2347, 1512, 2428]
- section-name: ಮಂಟಪ: [63, 20, 135, 52]
- jalasamadhi-body: [6, 1445, 491, 1618]
- footer-logo-caption: ಪ್ರಧಾನ ಸಂಪಾದಕ: [16, 2398, 78, 2411]
- dhundhu-headline: ಧುಂಧು ಸಂಹಾರದ ಯೋಜನೆ ರೂಪಿಸಿ ಉತ್ತಂಕ: [6, 719, 424, 751]
- dhundhu-paragraph: ರಾಜನು ತನ್ನ ಪುತ್ರನಾದ ಕುವಲಾಶ್ವನನ್ನು ಈ ಕಾರ್ಯಕ್ಕೆ ನಿಯೋಜಿಸಿದನು. ಪ್ರಜೆಗಳ ರಕ್ಷಣೆಯೇ ರಾಜನ ಪರಮ ಧರ್ಮ ಎಂದು ಹೇಳಿದನು.: [6, 817, 491, 847]
- bahubali-column-3: [1101, 1910, 1298, 2339]
- issue-date: 20 ಏಪ್ರಿಲ್ 2026: [1173, 41, 1287, 60]
- flower-garland: [1213, 260, 1394, 465]
- rcb-paragraph: ಇಂಡಿಯನ್ ಪ್ರೀಮಿಯರ್ ಲೀಗ್ (ಐಪಿಎಲ್) ಪ್ರತಿ ಸೀಸನ್ ಆರಂಭವಾಗುತ್ತಿದ್ದಂತೆ ರಾಯಲ್ ಚಾಲೆಂಜರ್ಸ್ ಬೆಂಗಳೂರು (ಆರ್‌ಸಿಬಿ) ಅಭಿಮಾನಿಗಳ ಮನಸ್ಸಿನಲ್ಲಿ ಹೊಸ ಕನಸು ಮೂಡುತ್ತದೆ. ಈ ವರ್ಷ ಕಪ್ ನಮ್ದೇ ಎಂಬ ನಂಬಿಕೆ, ನಿರೀಕ್ಷೆ ಮತ್ತು ಉತ್ಸಾಹದೊಂದಿಗೆ ಕ್ರೀಡಾಂಗಣ ತುಂಬುತ್ತದೆ. ಆದರೆ ಸೀಸನ್ ಮುಗಿಯುವ ಹೊತ್ತಿಗೆ ಆ ಭರವಸೆ ನಿರಾಸೆಯಾಗಿ ಬದಲಾಗುವುದು ಹಲವು ವರ್ಷಗಳ ಕಥೆ. ಈ ಬಾರಿಯೂ ತಂಡ ಅದ್ಭುತ ಆರಂಭ ಪಡೆದಿದೆ.: [748, 981, 1126, 1062]
- bahubali-paragraph: ಬಾಹುಬಲಿ ಸ್ವಾಮಿ ಜೈನ ಧರ್ಮದ ಮೊದಲ ಮೋಕ್ಷಗಾಮಿ ಎನಿಸಿಕೊಂಡಿದ್ದಾರೆ. ಅಹಿಂಸೆ, ತ್ಯಾಗ ಮತ್ತು ಶಾಂತಿಯ ಸಂದೇಶವನ್ನು ಬಾಹುಬಲಿ ಜಗತ್ತಿಗೆ ಸಾರಿದ್ದಾರೆ. ಕಾರ್ಕಳದ ಗೊಮ್ಮಟೇಶ್ವರ ಮೂರ್ತಿಗೆ ನಡೆಯುವ ಮಹಾಮಸ್ತಕಾಭಿಷೇಕ ಇಡೀ ದೇಶದ ಗಮನ ಸೆಳೆಯುತ್ತದೆ ಎಂದು ಸ್ವಾಮೀಜಿ ಅಭಿಪ್ರಾಯಪಟ್ಟರು.: [510, 1930, 723, 2027]
- author-first-name: ಎಸ್. ಜಗದೀಶ್ವರ: [543, 1181, 615, 1196]
- rcb-paragraph: ಈ ಪಂದ್ಯದಲ್ಲಿ ಕೇವಲ ಸ್ಟೋರಿಂಗ್ ಮೂಲಕ ಅರ್ಧಶತಕ ಸಾಧಿಸಿದ ಆಟಗಾರರು ಭಾರಿ ಮೊತ್ತ ಕಲೆ ಹಾಕುವ ಸಾಮರ್ಥ್ಯ ತೋರಿದರು. ಆದರೆ ಕೊನೆಯ ಓವರ್‌ಗಳಲ್ಲಿ ರನ್ ವೇಗ ಕುಸಿಯಿತು. 200+ ಮೊತ್ತಕ್ಕೆ ಪರಿವರ್ತಿಸುವ ಸಾಮರ್ಥ್ಯವೇ ದೊಡ್ಡ ತಂಡಗಳ ವೈಶಿಷ್ಟ್ಯ.: [748, 1070, 1126, 1118]
